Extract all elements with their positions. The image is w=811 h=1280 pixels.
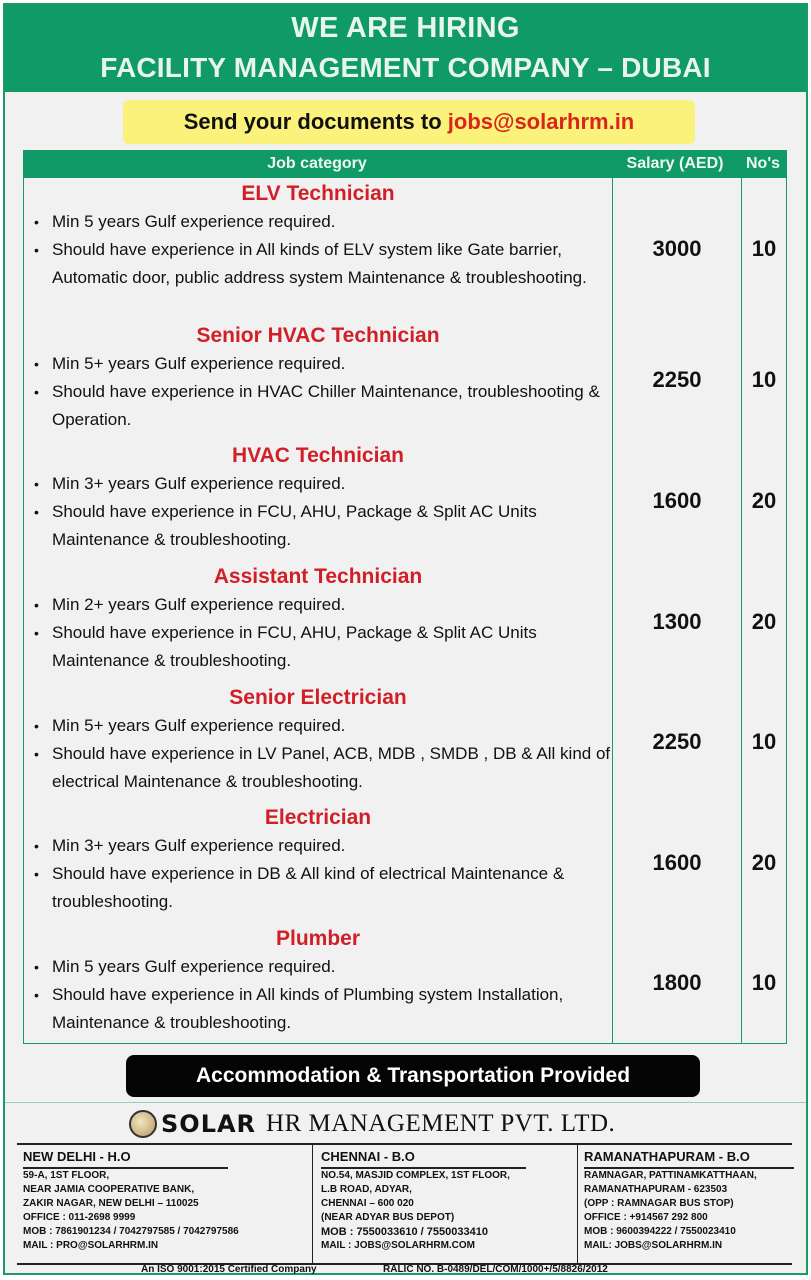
solar-coin-icon <box>129 1110 157 1138</box>
table-row <box>23 682 787 803</box>
office-mobile: MOB : 7550033610 / 7550033410 <box>321 1226 488 1238</box>
requirement-item: • Should have experience in LV Panel, ACB, MDB , SMDB , DB & All kind of electrical Maintenance & troubleshooting. <box>34 740 612 796</box>
count-cell: 10 <box>751 970 777 995</box>
header-title: WE ARE HIRING <box>291 12 520 44</box>
office-email[interactable]: MAIL : PRO@SOLARHRM.IN <box>23 1240 159 1251</box>
ralic-number: RALIC NO. B-0489/DEL/COM/1000+/5/8826/2012 <box>383 1264 608 1275</box>
footer <box>5 1263 806 1277</box>
requirement-item: • Min 5+ years Gulf experience required. <box>34 350 612 378</box>
count-cell: 10 <box>751 236 777 261</box>
office-mobile: MOB : 9600394222 / 7550023410 <box>584 1226 736 1237</box>
office-line: L.B ROAD, ADYAR, <box>321 1184 412 1195</box>
salary-cell: 1300 <box>613 561 742 682</box>
send-documents-banner <box>123 100 695 144</box>
requirement-item: • Should have experience in HVAC Chiller Maintenance, troubleshooting & Operation. <box>34 378 612 434</box>
office-heading: RAMANATHAPURAM - B.O <box>584 1145 794 1169</box>
table-row <box>23 178 787 321</box>
salary-cell: 1600 <box>613 802 742 923</box>
job-requirements <box>24 591 612 675</box>
job-cell <box>24 440 613 561</box>
banner-text: Send your documents to <box>183 109 448 134</box>
job-cell <box>24 320 613 440</box>
requirement-item: • Min 5 years Gulf experience required. <box>34 953 612 981</box>
office-line: RAMANATHAPURAM - 623503 <box>584 1184 728 1195</box>
requirement-item: • Min 5 years Gulf experience required. <box>34 208 612 236</box>
salary-cell: 3000 <box>613 178 742 320</box>
count-cell: 20 <box>751 849 777 875</box>
count-cell: 10 <box>751 729 777 754</box>
job-cell <box>24 923 613 1043</box>
company-name: HR MANAGEMENT PVT. LTD. <box>266 1110 616 1137</box>
job-title: Electrician <box>264 806 372 829</box>
office-line: NO.54, MASJID COMPLEX, 1ST FLOOR, <box>321 1170 510 1181</box>
office-line: (OPP : RAMNAGAR BUS STOP) <box>584 1198 734 1209</box>
count-cell: 10 <box>751 367 777 392</box>
office-line: 59-A, 1ST FLOOR, <box>23 1170 110 1181</box>
table-row <box>23 802 787 924</box>
table-row <box>23 440 787 562</box>
office-line: ZAKIR NAGAR, NEW DELHI – 110025 <box>23 1198 199 1209</box>
office-line: (NEAR ADYAR BUS DEPOT) <box>321 1212 455 1223</box>
job-title: Senior HVAC Technician <box>196 324 440 347</box>
table-row <box>23 561 787 683</box>
job-requirements <box>24 832 612 916</box>
job-requirements <box>24 350 612 434</box>
office-line: RAMNAGAR, PATTINAMKATTHAAN, <box>584 1170 757 1181</box>
job-requirements <box>24 470 612 554</box>
requirement-item: • Should have experience in FCU, AHU, Package & Split AC Units Maintenance & troubleshooting. <box>34 619 612 675</box>
logo-wordmark: SOLAR <box>161 1110 257 1138</box>
job-title: Plumber <box>275 927 361 950</box>
office-phone: OFFICE : +914567 292 800 <box>584 1212 708 1223</box>
job-requirements <box>24 712 612 796</box>
office-chennai <box>312 1145 579 1263</box>
salary-cell: 2250 <box>613 682 742 802</box>
salary-cell: 1600 <box>613 440 742 561</box>
job-cell <box>24 802 613 923</box>
benefits-badge: Accommodation & Transportation Provided <box>126 1055 700 1097</box>
iso-certification: An ISO 9001:2015 Certified Company <box>141 1264 317 1275</box>
poster-frame <box>3 3 808 1275</box>
requirement-item: • Should have experience in FCU, AHU, Package & Split AC Units Maintenance & troubleshooting. <box>34 498 612 554</box>
office-mobile: MOB : 7861901234 / 7042797585 / 7042797586 <box>23 1226 239 1237</box>
salary-cell: 1800 <box>613 923 742 1043</box>
table-row <box>23 923 787 1044</box>
divider <box>5 1102 806 1103</box>
office-email[interactable]: MAIL : JOBS@SOLARHRM.COM <box>321 1240 476 1251</box>
office-line: NEAR JAMIA COOPERATIVE BANK, <box>23 1184 195 1195</box>
count-cell: 20 <box>751 487 777 513</box>
job-title: HVAC Technician <box>232 444 404 467</box>
count-cell: 20 <box>751 608 777 634</box>
requirement-item: • Should have experience in All kinds of Plumbing system Installation, Maintenance & troubleshooting. <box>34 981 612 1037</box>
job-cell <box>24 561 613 682</box>
office-line: CHENNAI – 600 020 <box>321 1198 414 1209</box>
column-header-job: Job category <box>267 155 367 172</box>
header <box>5 5 806 92</box>
office-phone: OFFICE : 011-2698 9999 <box>23 1212 136 1223</box>
office-ramanathapuram <box>577 1145 799 1263</box>
banner-email-link[interactable]: jobs@solarhrm.in <box>447 109 635 134</box>
table-row <box>23 320 787 441</box>
job-requirements <box>24 953 612 1037</box>
job-requirements <box>24 208 612 292</box>
column-header-salary: Salary (AED) <box>626 155 724 172</box>
job-title: ELV Technician <box>241 182 395 205</box>
company-logo <box>129 1106 615 1142</box>
job-cell <box>24 178 613 320</box>
job-cell <box>24 682 613 802</box>
job-title: Senior Electrician <box>229 686 407 709</box>
salary-cell: 2250 <box>613 320 742 440</box>
header-subtitle: FACILITY MANAGEMENT COMPANY – DUBAI <box>100 52 711 83</box>
office-email[interactable]: MAIL: JOBS@SOLARHRM.IN <box>584 1240 723 1251</box>
office-new-delhi <box>23 1145 308 1263</box>
requirement-item: • Min 2+ years Gulf experience required. <box>34 591 612 619</box>
office-heading: CHENNAI - B.O <box>321 1145 526 1169</box>
requirement-item: • Min 3+ years Gulf experience required. <box>34 832 612 860</box>
office-addresses <box>17 1143 792 1265</box>
job-title: Assistant Technician <box>213 565 423 588</box>
office-heading: NEW DELHI - H.O <box>23 1145 228 1169</box>
requirement-item: • Should have experience in All kinds of ELV system like Gate barrier, Automatic door, public address system Maintenance & troubleshooting. <box>34 236 612 292</box>
requirement-item: • Min 3+ years Gulf experience required. <box>34 470 612 498</box>
table-header <box>23 150 787 178</box>
requirement-item: • Should have experience in DB & All kind of electrical Maintenance & troubleshooting. <box>34 860 612 916</box>
requirement-item: • Min 5+ years Gulf experience required. <box>34 712 612 740</box>
column-header-count: No's <box>745 155 781 172</box>
